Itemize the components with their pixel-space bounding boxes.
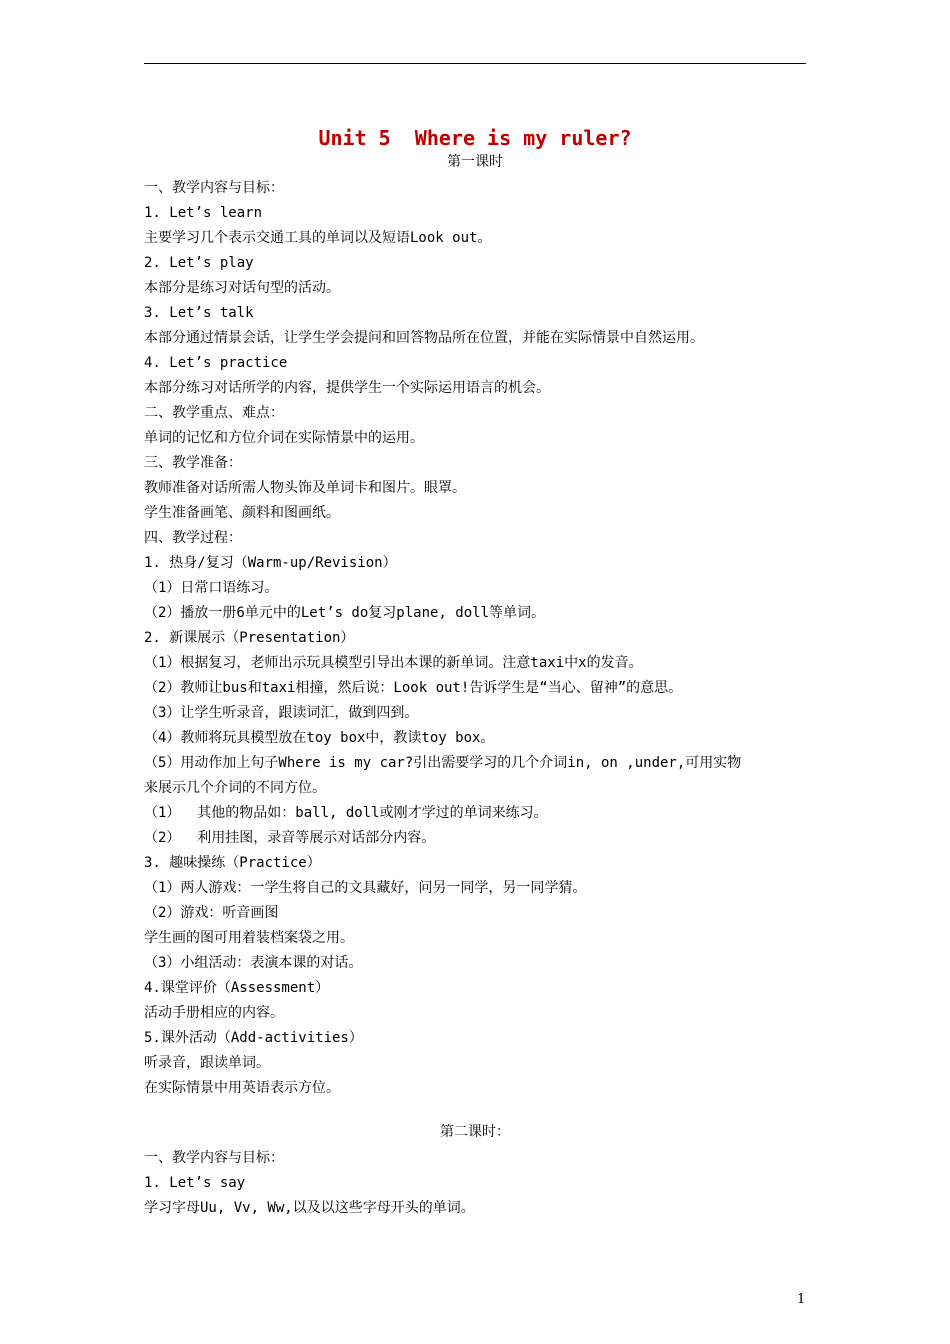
document-title: Unit 5 Where is my ruler? — [318, 126, 632, 150]
text-line: （5）用动作加上句子Where is my car?引出需要学习的几个介词in, on ,under,可用实物 — [144, 755, 742, 771]
text-line: 本部分练习对话所学的内容，提供学生一个实际运用语言的机会。 — [144, 380, 550, 396]
text-line: （1）两人游戏：一学生将自己的文具藏好，问另一同学，另一同学猜。 — [144, 880, 587, 896]
text-line: 4. Let’s practice — [144, 355, 288, 371]
text-line: 3. 趣味操练（Practice） — [144, 855, 321, 871]
text-line: 3. Let’s talk — [144, 305, 254, 321]
text-line: 听录音，跟读单词。 — [144, 1055, 270, 1071]
text-line: 本部分是练习对话句型的活动。 — [144, 280, 340, 296]
lesson-2-body — [144, 1146, 812, 1221]
lesson-2-heading: 第二课时： — [440, 1124, 510, 1140]
text-line: 1. Let’s learn — [144, 205, 263, 221]
text-line: 1. Let’s say — [144, 1175, 246, 1191]
text-line: （1）根据复习，老师出示玩具模型引导出本课的新单词。注意taxi中x的发音。 — [144, 655, 643, 671]
text-line: （1） 其他的物品如：ball, doll或刚才学过的单词来练习。 — [144, 805, 548, 821]
text-line: （3）让学生听录音，跟读词汇，做到四到。 — [144, 705, 419, 721]
text-line: （2）播放一册6单元中的Let’s do复习plane, doll等单词。 — [144, 605, 546, 621]
text-line: 四、教学过程： — [144, 530, 242, 546]
text-line: （1）日常口语练习。 — [144, 580, 279, 596]
text-line: 一、教学内容与目标： — [144, 180, 284, 196]
text-line: （4）教师将玩具模型放在toy box中，教读toy box。 — [144, 730, 495, 746]
text-line: 4.课堂评价（Assessment） — [144, 980, 330, 996]
page-number: 1 — [797, 1292, 806, 1307]
text-line: 在实际情景中用英语表示方位。 — [144, 1080, 340, 1096]
text-line: 教师准备对话所需人物头饰及单词卡和图片。眼罩。 — [144, 480, 466, 496]
text-line: 学生画的图可用着装档案袋之用。 — [144, 930, 354, 946]
text-line: （2）教师让bus和taxi相撞，然后说：Look out!告诉学生是“当心、留神”的意思。 — [144, 680, 683, 696]
text-line: 学习字母Uu, Vv, Ww,以及以这些字母开头的单词。 — [144, 1200, 475, 1216]
text-line: 二、教学重点、难点： — [144, 405, 284, 421]
text-line: 本部分通过情景会话，让学生学会提问和回答物品所在位置，并能在实际情景中自然运用。 — [144, 330, 704, 346]
lesson-1-body — [144, 176, 812, 1101]
text-line: （3）小组活动：表演本课的对话。 — [144, 955, 363, 971]
text-line: 单词的记忆和方位介词在实际情景中的运用。 — [144, 430, 424, 446]
text-line: 5.课外活动（Add-activities） — [144, 1030, 363, 1046]
lesson-1-heading: 第一课时 — [447, 154, 503, 170]
text-line: 主要学习几个表示交通工具的单词以及短语Look out。 — [144, 230, 492, 246]
header-rule — [144, 63, 806, 64]
text-line: 三、教学准备： — [144, 455, 242, 471]
text-line: 2. 新课展示（Presentation） — [144, 630, 355, 646]
text-line: 一、教学内容与目标： — [144, 1150, 284, 1166]
text-line: （2） 利用挂图，录音等展示对话部分内容。 — [144, 830, 436, 846]
text-line: 活动手册相应的内容。 — [144, 1005, 284, 1021]
text-line: 2. Let’s play — [144, 255, 254, 271]
text-line: （2）游戏：听音画图 — [144, 905, 279, 921]
text-line: 学生准备画笔、颜料和图画纸。 — [144, 505, 340, 521]
text-line: 来展示几个介词的不同方位。 — [144, 780, 326, 796]
text-line: 1. 热身/复习（Warm-up/Revision） — [144, 555, 397, 571]
